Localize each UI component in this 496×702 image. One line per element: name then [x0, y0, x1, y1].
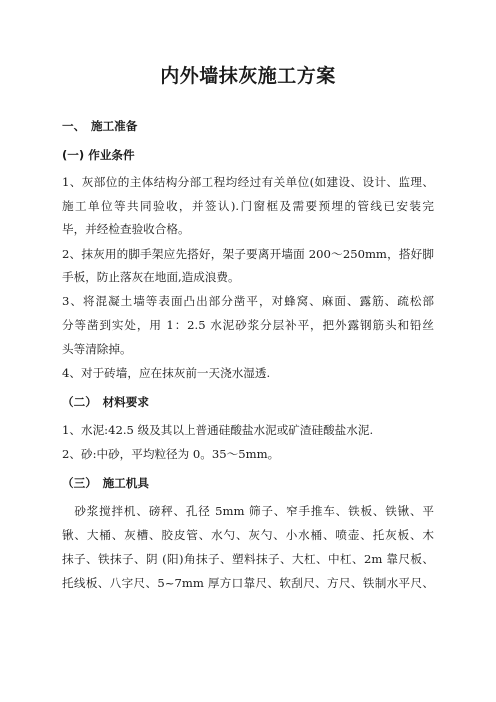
paragraph-line: 4、对于砖墙，应在抹灰前一天浇水湿透. [62, 366, 271, 380]
paragraph-line: 3、将混凝土墙等表面凸出部分凿平，对蜂窝、麻面、露筋、疏松部 [62, 294, 434, 308]
subsection-heading-tools: （三） 施工机具 [62, 476, 149, 490]
section-heading-preparation: 一、 施工准备 [62, 119, 138, 133]
paragraph-line: 砂浆搅拌机、磅秤、孔径 5mm 筛子、窄手推车、铁板、铁锹、平 [62, 504, 434, 518]
document-title: 内外墙抹灰施工方案 [160, 65, 336, 87]
paragraph-line: 抹子、铁抹子、阴 (阳)角抹子、塑料抹子、大杠、中杠、2m 靠尺板、 [62, 552, 434, 566]
paragraph-line: 2、砂:中砂，平均粒径为 0。35～5mm。 [62, 447, 280, 461]
paragraph-line: 手板，防止落灰在地面,造成浪费。 [62, 270, 240, 284]
paragraph-line: 1、水泥:42.5 级及其以上普通硅酸盐水泥或矿渣硅酸盐水泥. [62, 423, 374, 437]
paragraph-line: 施工单位等共同验收，并签认).门窗框及需要预埋的管线已安装完 [62, 199, 434, 213]
subsection-heading-work-conditions: (一) 作业条件 [62, 148, 135, 162]
paragraph-line: 锹、大桶、灰槽、胶皮管、水勺、灰勺、小水桶、喷壶、托灰板、木 [62, 528, 434, 542]
paragraph-line: 托线板、八字尺、5~7mm 厚方口靠尺、软刮尺、方尺、铁制水平尺、 [62, 576, 434, 590]
paragraph-line: 2、抹灰用的脚手架应先搭好，架子要离开墙面 200～250mm，搭好脚 [62, 247, 434, 261]
paragraph-line: 分等凿到实处，用 1：2.5 水泥砂浆分层补平，把外露钢筋头和铅丝 [62, 318, 434, 332]
paragraph-line: 毕，并经检查验收合格。 [62, 222, 190, 236]
paragraph-line: 头等清除掉。 [62, 342, 132, 356]
subsection-heading-materials: （二） 材料要求 [62, 395, 149, 409]
paragraph-line: 1、灰部位的主体结构分部工程均经过有关单位(如建设、设计、监理、 [62, 175, 434, 189]
